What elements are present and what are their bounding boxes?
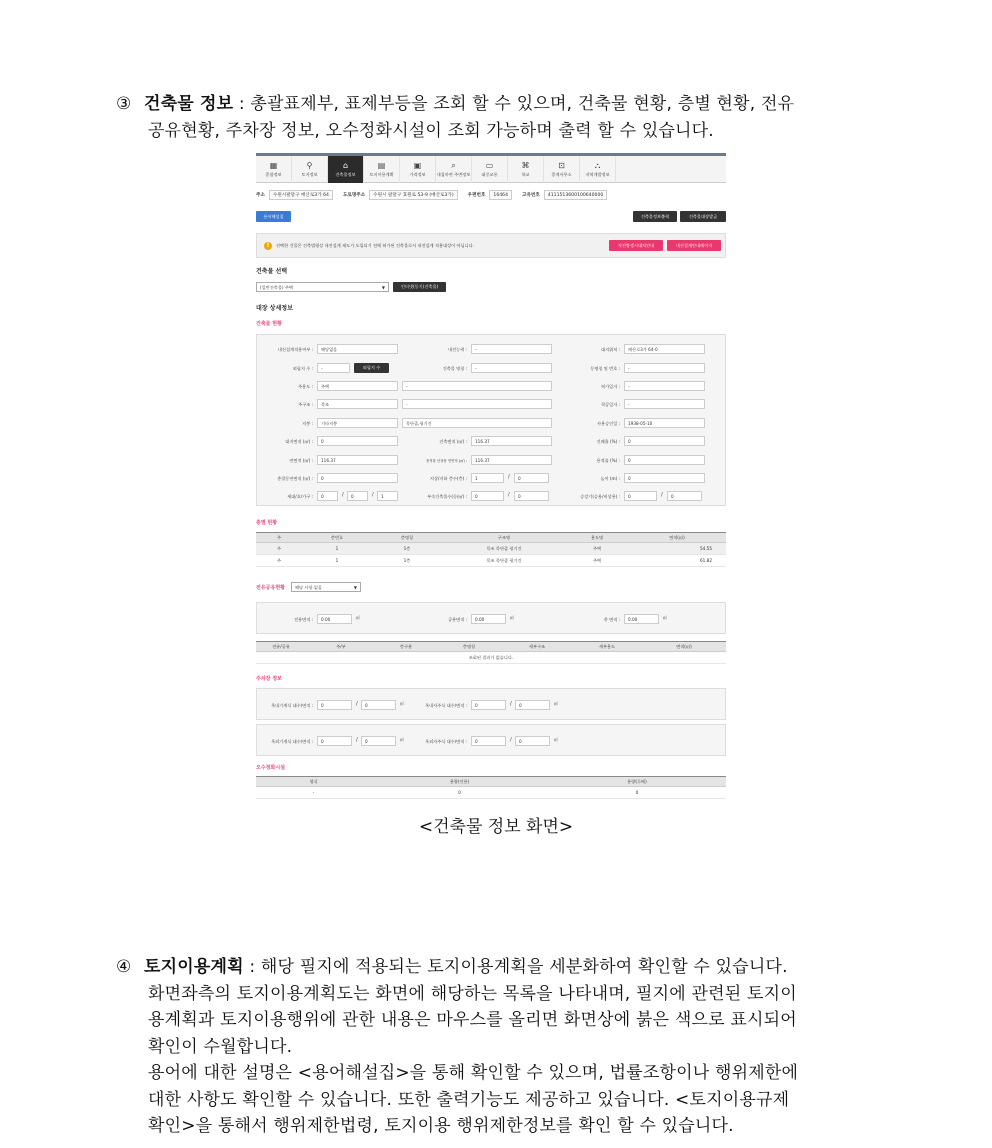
building-status-panel: 내진설계적용여부 : 해당없음 내진능력 : - 대지위치 : 매산로3가 64-0 외필지 수 : - 외필지 수 건축물 명칭 : - 동명칭 및 번호 : - 주용도 : 주택 - 허가일자 : - 주구조 : 목조 - 착공일자 : - 지붕 : 기타지붕 목단즙,평기건 사용승인일 : 1938-05-10 대지면적 (㎡) : 0 건축면적 (㎡) : 116.37 건폐율 (%) : 0 연면적 (㎡) : 116.37 용적률 산정용 연면적 (㎡) : 116.37 용적률 (%) : 0 총괄동연면적 (㎡) : 0 지상/지하 층수(층) : 1 / 0 높이 (m) : 0 세대/호/가구 : 0 / 0 / 1 부속건축물수(동/㎡) : 0 / 0 승강기(승용/비상용) : 0 / 0 (256, 334, 726, 506)
unique-id-value: 4111513600100640000 (544, 190, 608, 200)
table-row: 주 1 1층 목조 목단즙 평기건 주택 54.55 (256, 543, 726, 555)
parking-title: 주차장 정보 (256, 676, 282, 682)
section-4-title: 토지이용계획 (144, 957, 244, 977)
empty-result: 조회된 결과가 없습니다. (256, 652, 726, 664)
tab-building[interactable]: ⌂ 건축물정보 (328, 156, 364, 183)
address-value: 수원시팔달구 매산로3가 64 (269, 190, 333, 200)
building-select-title: 건축물 선택 (256, 268, 288, 275)
house-icon: ⌂ (342, 161, 349, 170)
table-row (256, 652, 726, 664)
school-icon: ⌘ (521, 161, 530, 170)
ownership-title: 전유공유현황 (256, 585, 285, 591)
tab-school[interactable]: ⌘ 학교 (508, 156, 544, 183)
address-bar: 주소 수원시팔달구 매산로3가 64 도로명주소 수원시 팔달구 효원로 53-9 (매산로3가) 우편번호 16464 고유번호 4111513600100640000 (256, 188, 726, 202)
tab-bar (256, 156, 726, 183)
tab-land[interactable]: ⚲ 토지정보 (292, 156, 328, 183)
print-building-button[interactable]: 건축물정보출력 (633, 211, 677, 222)
section-4 (116, 954, 898, 1140)
people-icon: ⛬ (594, 161, 601, 170)
floor-status-table: 주 층번호 층명칭 구조명 용도명 면적(㎡) 주 1 1층 목조 목단즙 평기건 주택 54.55 주 1 1층 목조 목단즙 평기건 주택 61.82 (256, 532, 726, 567)
chevron-down-icon: ▼ (381, 285, 385, 290)
terms-button[interactable]: 용어해설집 (256, 211, 291, 222)
ownership-table: 전유/공유 주/부 층구분 층명칭 세부구조 세부용도 면적(㎡) 조회된 결과가 없습니다. (256, 641, 726, 664)
seismic-field: 해당없음 (317, 344, 398, 354)
sewage-table: 형식 용량(인용) 용량(루베) - 0 0 (256, 776, 726, 799)
table-row: - 0 0 (256, 787, 726, 799)
tab-price[interactable]: ▣ 가격정보 (400, 156, 436, 183)
status-title: 건축물 현황 (256, 321, 282, 327)
tab-land-use[interactable]: ▤ 토지이용계획 (364, 156, 400, 183)
sewage-title: 오수정화시설 (256, 765, 285, 771)
section-4-line-7: 확인>을 통해서 행위제한법령, 토지이용 행위제한정보를 확인 할 수 있습니다. (148, 1116, 734, 1136)
section-3-line-2: 공유현황, 주차장 정보, 오수정화시설이 조회 가능하며 출력 할 수 있습니다. (148, 120, 714, 141)
detail-title: 대장 상세정보 (256, 305, 293, 312)
building-select[interactable]: (일반건축물) 주택 ▼ (256, 282, 389, 292)
office-icon: ⊡ (558, 161, 565, 170)
building-info-screenshot (256, 153, 726, 805)
tab-overview[interactable]: ▦ 종합정보 (256, 156, 292, 183)
tab-transit[interactable]: ▭ 대중교통 (472, 156, 508, 183)
section-4-line-4: 확인이 수월합니다. (148, 1036, 293, 1057)
chevron-down-icon: ▼ (353, 585, 357, 590)
section-3-number: ③ (116, 94, 132, 114)
seismic-notice: ! 선택한 건물은 건축법령상 내진설계 제도가 도입되기 전에 허가된 건축물로서 내진설계 적용대상이 아닙니다. 지진방생시대처안내 내진설계안내페이지 (256, 233, 726, 258)
figure-caption: <건축물 정보 화면> (418, 817, 574, 837)
section-4-line-1: : 해당 필지에 적용되는 토지이용계획을 세분화하여 확인할 수 있습니다. (243, 957, 788, 977)
postal-code-value: 16464 (489, 190, 512, 200)
floor-status-title: 층별 현황 (256, 520, 278, 526)
pin-icon: ⚲ (306, 161, 313, 170)
section-4-line-6: 대한 사항도 확인할 수 있습니다. 또한 출력기능도 제공하고 있습니다. <토지이용규제 (148, 1089, 790, 1110)
table-row: 주 1 1층 목조 목단즙 평기건 주택 61.82 (256, 555, 726, 567)
section-3 (116, 91, 898, 144)
tab-home-nearby[interactable]: ⌕ 내집마련 주변정보 (436, 156, 472, 183)
parking-outdoor-panel: 옥외기계식 대수/면적 : 0 / 0 ㎡ 옥외자주식 대수/면적 : 0 / 0 ㎡ (256, 724, 726, 756)
section-4-line-2: 화면좌측의 토지이용계획도는 화면에 해당하는 목록을 나타내며, 필지에 관련된 토지이 (148, 983, 797, 1004)
issue-ledger-button[interactable]: 건축물대장발급 (680, 211, 726, 222)
section-3-line-1: : 총괄표제부, 표제부등을 조회 할 수 있으며, 건축물 현황, 층별 현황, 전유 (233, 94, 795, 114)
ownership-select[interactable]: 해당 사항 없음 ▼ (291, 582, 361, 592)
road-address-value: 수원시 팔달구 효원로 53-9 (매산로3가) (369, 190, 457, 200)
warning-icon: ! (264, 242, 272, 250)
internet-building-button[interactable]: 인터넷(동기)건축물) (393, 282, 446, 292)
seismic-design-button[interactable]: 내진설계안내페이지 (667, 240, 721, 251)
section-4-line-3: 용계획과 토지이용행위에 관한 내용은 마우스를 올리면 화면상에 붉은 색으로 표시되어 (148, 1010, 797, 1030)
bus-icon: ▭ (485, 161, 494, 170)
price-icon: ▣ (413, 161, 422, 170)
section-3-title: 건축물 정보 (144, 94, 234, 114)
parking-indoor-panel: 옥내기계식 대수/면적 : 0 / 0 ㎡ 옥내자주식 대수/면적 : 0 / 0 ㎡ (256, 688, 726, 720)
section-4-number: ④ (116, 957, 132, 977)
ownership-panel: 전용면적 : 0.00 ㎡ 공용면적 : 0.00 ㎡ 총 면적 : 0.00 ㎡ (256, 602, 726, 634)
tab-office[interactable]: ⊡ 종계서무소 (544, 156, 580, 183)
tab-regional-dev[interactable]: ⛬ 지역개발정보 (580, 156, 616, 183)
earthquake-guide-button[interactable]: 지진방생시대처안내 (609, 240, 663, 251)
section-4-line-5: 용어에 대한 설명은 <용어해설집>을 통해 확인할 수 있으며, 법률조항이나 행위제한에 (148, 1063, 799, 1083)
extra-parcel-button[interactable]: 외필지 수 (354, 363, 389, 373)
search-icon: ⌕ (451, 161, 456, 170)
document-icon: ▤ (377, 161, 386, 170)
grid-icon: ▦ (269, 161, 278, 170)
